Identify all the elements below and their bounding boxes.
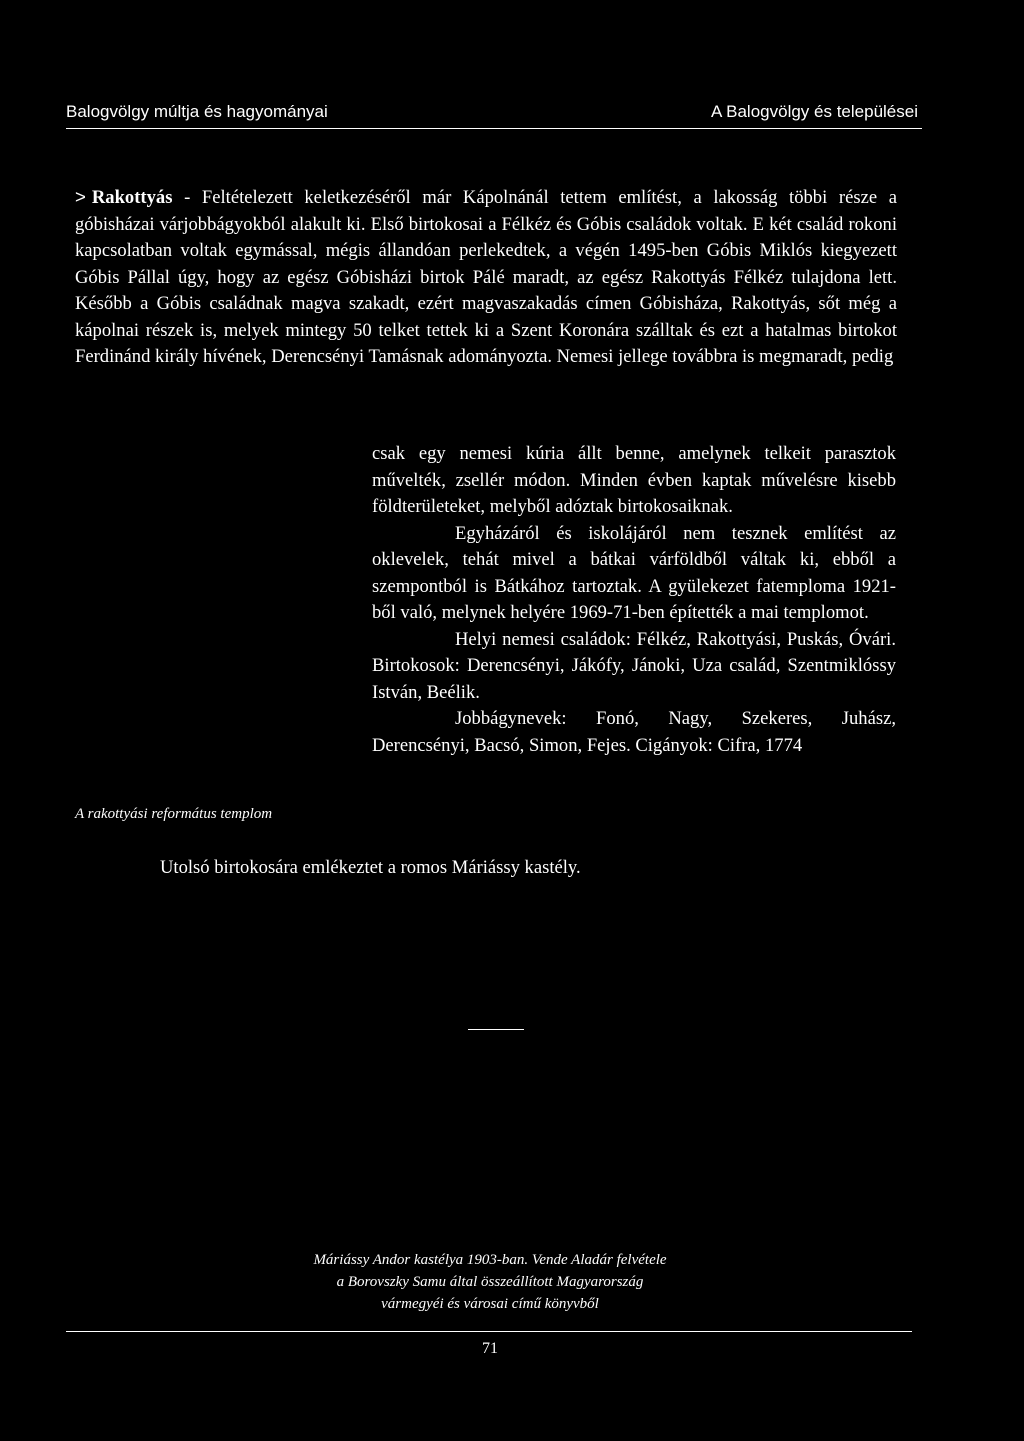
header-chapter-title: A Balogvölgy és települései xyxy=(711,102,918,121)
main-paragraph xyxy=(75,184,897,371)
footer-divider xyxy=(66,1331,912,1332)
paragraph-jobbagynevek: Jobbágynevek: Fonó, Nagy, Szekeres, Juhász, Derencsényi, Bacsó, Simon, Fejes. Cigányok: Cifra, 1774 xyxy=(372,708,896,756)
entry-term: Rakottyás xyxy=(91,187,173,208)
header-divider xyxy=(66,128,922,129)
closing-sentence: Utolsó birtokosára emlékeztet a romos Máriássy kastély. xyxy=(160,857,581,878)
paragraph-kuria: csak egy nemesi kúria állt benne, amelynek telkeit parasztok művelték, zsellér módon. Minden évben kaptak művelésre kisebb földterületeket, melyből adóztak birtokosaiknak. xyxy=(372,443,896,517)
right-column xyxy=(372,441,896,759)
page-number: 71 xyxy=(482,1340,498,1357)
paragraph-nemesi-csaladok: Helyi nemesi családok: Félkéz, Rakottyási, Puskás, Óvári. Birtokosok: Derencsényi, Jákófy, Jánoki, Uza család, Szentmiklóssy István, Beélik. xyxy=(372,628,896,703)
caption-line-1: Máriássy Andor kastélya 1903-ban. Vende Aladár felvétele xyxy=(313,1252,667,1268)
caption-line-3: vármegyéi és városai című könyvből xyxy=(381,1296,599,1312)
church-photo-caption: A rakottyási református templom xyxy=(75,806,273,822)
section-divider xyxy=(468,1029,524,1030)
caption-line-2: a Borovszky Samu által összeállított Magyarország xyxy=(336,1274,644,1290)
castle-photo-caption xyxy=(200,1249,780,1315)
paragraph-text: - Feltételezett keletkezéséről már Kápolnánál tettem említést, a lakosság többi része a góbisházai várjobbágyokból alakult ki. Első birtokosai a Félkéz és Góbis családok voltak. E két család rokoni kapcsolatban voltak egymással, mégis állandóan perlekedtek, a végén 1495-ben Góbis Miklós kiegyezett Góbis Pállal úgy, hogy az egész Góbisházi birtok Pálé maradt, az egész Rakottyás Félkéz tulajdona lett. Később a Góbis családnak magva szakadt, ezért magvaszakadás címen Góbisháza, Rakottyás, sőt még a kápolnai részek is, melyek mintegy 50 telket tettek ki a Szent Koronára szálltak és ezt a hatalmas birtokot Ferdinánd király hívének, Derencsényi Tamásnak adományozta. Nemesi jellege továbbra is megmaradt, pedig xyxy=(75,187,897,367)
paragraph-egyhaz: Egyházáról és iskolájáról nem tesznek említést az oklevelek, tehát mivel a bátkai várföldből váltak ki, ebből a szempontból is Bátkához tartoztak. A gyülekezet fatemploma 1921-ből való, melynek helyére 1969-71-ben építették a mai templomot. xyxy=(372,522,896,623)
header-book-title: Balogvölgy múltja és hagyományai xyxy=(66,102,328,121)
arrow-icon: > xyxy=(75,186,86,207)
